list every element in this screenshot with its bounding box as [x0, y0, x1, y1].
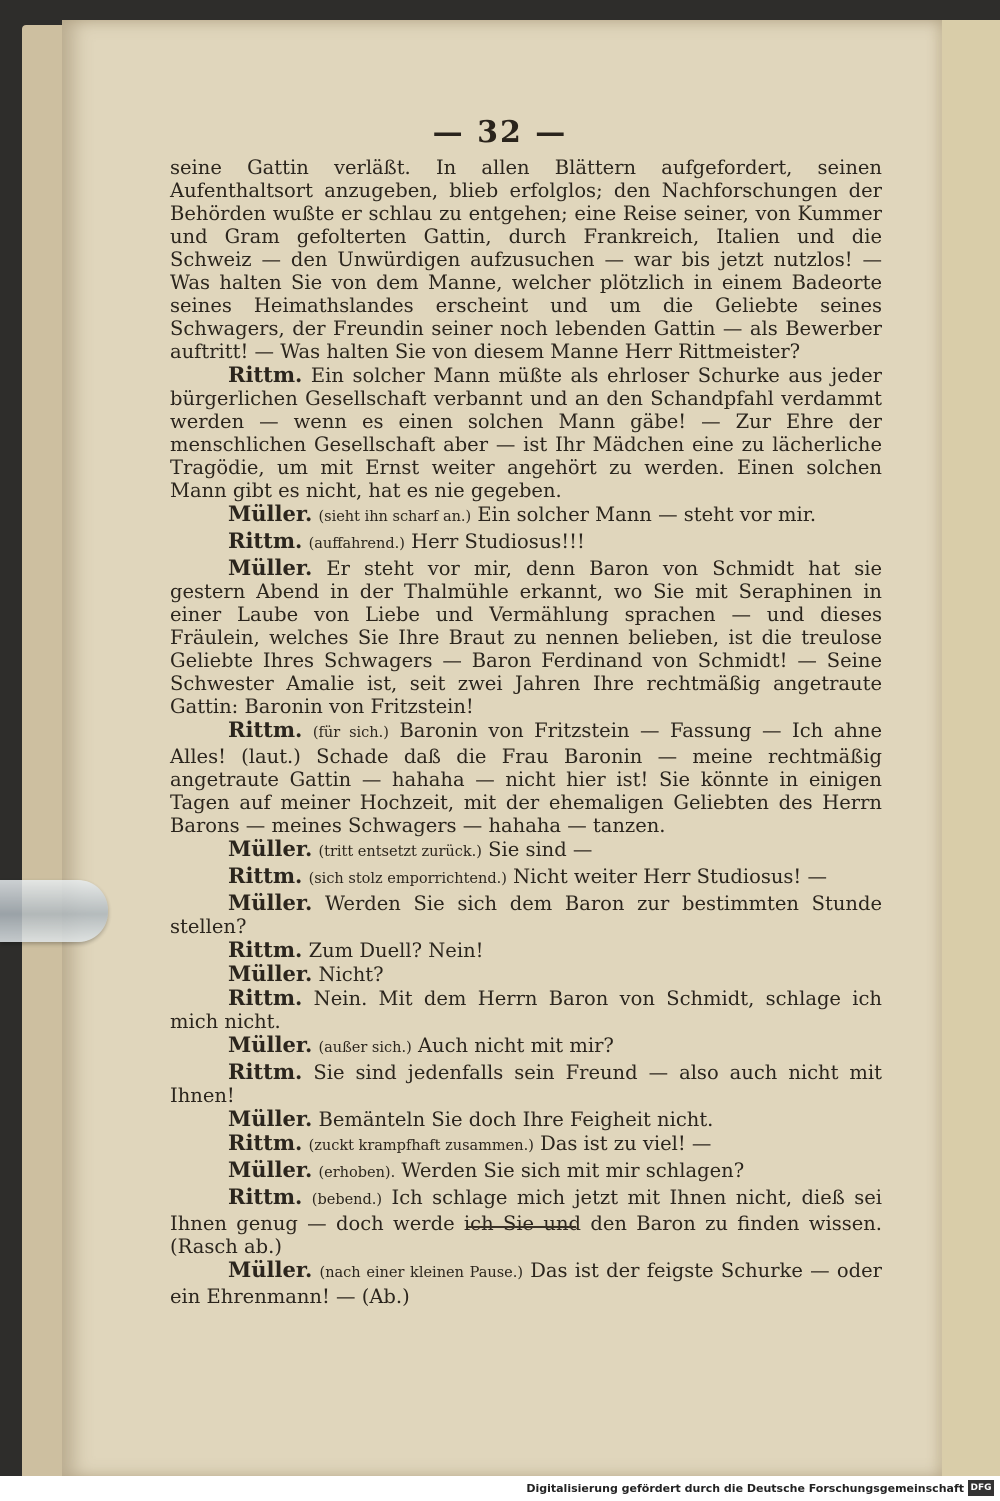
speaker-name: Rittm. [228, 863, 303, 888]
dialogue-line [170, 837, 882, 864]
stage-direction: (bebend.) [311, 1192, 383, 1208]
speaker-name: Müller. [228, 1257, 313, 1282]
stage-direction: (nach einer kleinen Pause.) [319, 1265, 523, 1281]
footer-bar [0, 1476, 1000, 1501]
dialogue-text: Nicht weiter Herr Studiosus! — [513, 865, 827, 888]
dialogue-text: Das ist zu viel! — [540, 1132, 712, 1155]
stage-direction: (erhoben). [318, 1165, 396, 1181]
dialogue-text: Nicht? [318, 963, 384, 986]
dialogue-text: Sie sind — [488, 838, 593, 861]
page-text [170, 156, 882, 1308]
dialogue-line [170, 891, 882, 938]
dialogue-line [170, 986, 882, 1033]
speaker-name: Müller. [228, 961, 313, 986]
dialogue-text: Auch nicht mit mir? [417, 1034, 614, 1057]
footer-credit: Digitalisierung gefördert durch die Deutsche Forschungsgemeinschaft [526, 1482, 964, 1495]
dialogue-text: Sie sind jedenfalls sein Freund — also auch nicht mit Ihnen! [170, 1061, 882, 1107]
dialogue-text: Ein solcher Mann — steht vor mir. [477, 503, 817, 526]
dialogue-line [170, 529, 882, 556]
dfg-logo: DFG [968, 1480, 994, 1496]
dialogue-text: Werden Sie sich dem Baron zur bestimmten Stunde stellen? [170, 892, 882, 938]
dialogue-line [170, 502, 882, 529]
stage-direction: (sich stolz emporrichtend.) [308, 871, 507, 887]
dialogue-line [170, 1060, 882, 1107]
dialogue-line [170, 556, 882, 718]
speaker-name: Rittm. [228, 717, 303, 742]
speaker-name: Rittm. [228, 1059, 303, 1084]
dialogue-line [170, 1258, 882, 1308]
dialogue-text: Ein solcher Mann müßte als ehrloser Schurke aus jeder bürgerlichen Gesellschaft verbannt und an den Schandpfahl verdammt werden — wenn es einen solchen Mann gäbe! — Zur Ehre der menschlichen Gesellschaft aber — ist Ihr Mädchen eine zu lächerliche Tragödie, um mit Ernst weiter angehört zu werden. Einen solchen Mann gibt es nicht, hat es nie gegeben. [170, 364, 882, 502]
stage-direction: (zuckt krampfhaft zusammen.) [308, 1138, 534, 1154]
dialogue-line [170, 718, 882, 837]
text-paragraph: seine Gattin verläßt. In allen Blättern aufgefordert, seinen Aufenthaltsort anzugeben, blieb erfolglos; den Nachforschungen der Behörden wußte er schlau zu entgehen; eine Reise seiner, von Kummer und Gram gefolterten Gattin, durch Frankreich, Italien und die Schweiz — den Unwürdigen aufzusuchen — war bis jetzt nutzlos! — Was halten Sie von dem Manne, welcher plötzlich in einem Badeorte seines Heimathslandes erscheint und um die Geliebte seines Schwagers, der Freundin seiner noch lebenden Gattin — als Bewerber auftritt! — Was halten Sie von diesem Manne Herr Rittmeister? [170, 156, 882, 363]
speaker-name: Müller. [228, 1106, 313, 1131]
speaker-name: Müller. [228, 501, 313, 526]
stage-direction: (sieht ihn scharf an.) [318, 509, 472, 525]
stage-direction: (tritt entsetzt zurück.) [318, 844, 482, 860]
speaker-name: Müller. [228, 836, 313, 861]
dialogue-text: Bemänteln Sie doch Ihre Feigheit nicht. [318, 1108, 714, 1131]
dialogue-line [170, 864, 882, 891]
dialogue-line [170, 1185, 882, 1258]
dialogue-line [170, 938, 882, 962]
dialogue-line [170, 962, 882, 986]
speaker-name: Müller. [228, 1157, 313, 1182]
dialogue-text: Nein. Mit dem Herrn Baron von Schmidt, schlage ich mich nicht. [170, 987, 882, 1033]
page-number: — 32 — [432, 115, 568, 150]
dialogue-line [170, 1158, 882, 1185]
dialogue-text: Zum Duell? Nein! [308, 939, 484, 962]
dialogue-line [170, 1033, 882, 1060]
speaker-name: Müller. [228, 555, 313, 580]
end-rule [466, 1226, 576, 1228]
dialogue-text: Werden Sie sich mit mir schlagen? [401, 1159, 745, 1182]
dialogue-text: Ich schlage mich jetzt mit Ihnen nicht, dieß sei Ihnen genug — doch werde ich Sie und den Baron zu finden wissen. (Rasch ab.) [170, 1186, 882, 1258]
speaker-name: Rittm. [228, 1130, 303, 1155]
dialogue-text: Baronin von Fritzstein — Fassung — Ich ahne Alles! (laut.) Schade daß die Frau Baronin — meine rechtmäßig angetraute Gattin — hahaha — nicht hier ist! Sie könnte in einigen Tagen auf meiner Hochzeit, mit der ehemaligen Geliebten des Herrn Barons — meines Schwagers — hahaha — tanzen. [170, 719, 882, 837]
stage-direction: (auffahrend.) [308, 536, 405, 552]
speaker-name: Müller. [228, 890, 313, 915]
speaker-name: Rittm. [228, 362, 303, 387]
dialogue-line [170, 1107, 882, 1131]
dialogue-line [170, 1131, 882, 1158]
speaker-name: Rittm. [228, 1184, 303, 1209]
speaker-name: Rittm. [228, 937, 303, 962]
dialogue-text: Er steht vor mir, denn Baron von Schmidt hat sie gestern Abend in der Thalmühle erkannt, wo Sie mit Seraphinen in einer Laube von Liebe und Vermählung sprachen — und dieses Fräulein, welches Sie Ihre Braut zu nennen belieben, ist die treulose Geliebte Ihres Schwagers — Baron Ferdinand von Schmidt! — Seine Schwester Amalie ist, seit zwei Jahren Ihre rechtmäßig angetraute Gattin: Baronin von Fritzstein! [170, 557, 883, 718]
speaker-name: Rittm. [228, 528, 303, 553]
next-page-edge [940, 20, 1000, 1480]
stage-direction: (außer sich.) [318, 1040, 412, 1056]
dialogue-text: Herr Studiosus!!! [411, 530, 585, 553]
page-clip [0, 880, 108, 942]
speaker-name: Müller. [228, 1032, 313, 1057]
dialogue-text: Das ist der feigste Schurke — oder ein Ehrenmann! — (Ab.) [170, 1259, 883, 1308]
dialogue-line [170, 363, 882, 502]
stage-direction: (für sich.) [312, 725, 389, 741]
speaker-name: Rittm. [228, 985, 303, 1010]
